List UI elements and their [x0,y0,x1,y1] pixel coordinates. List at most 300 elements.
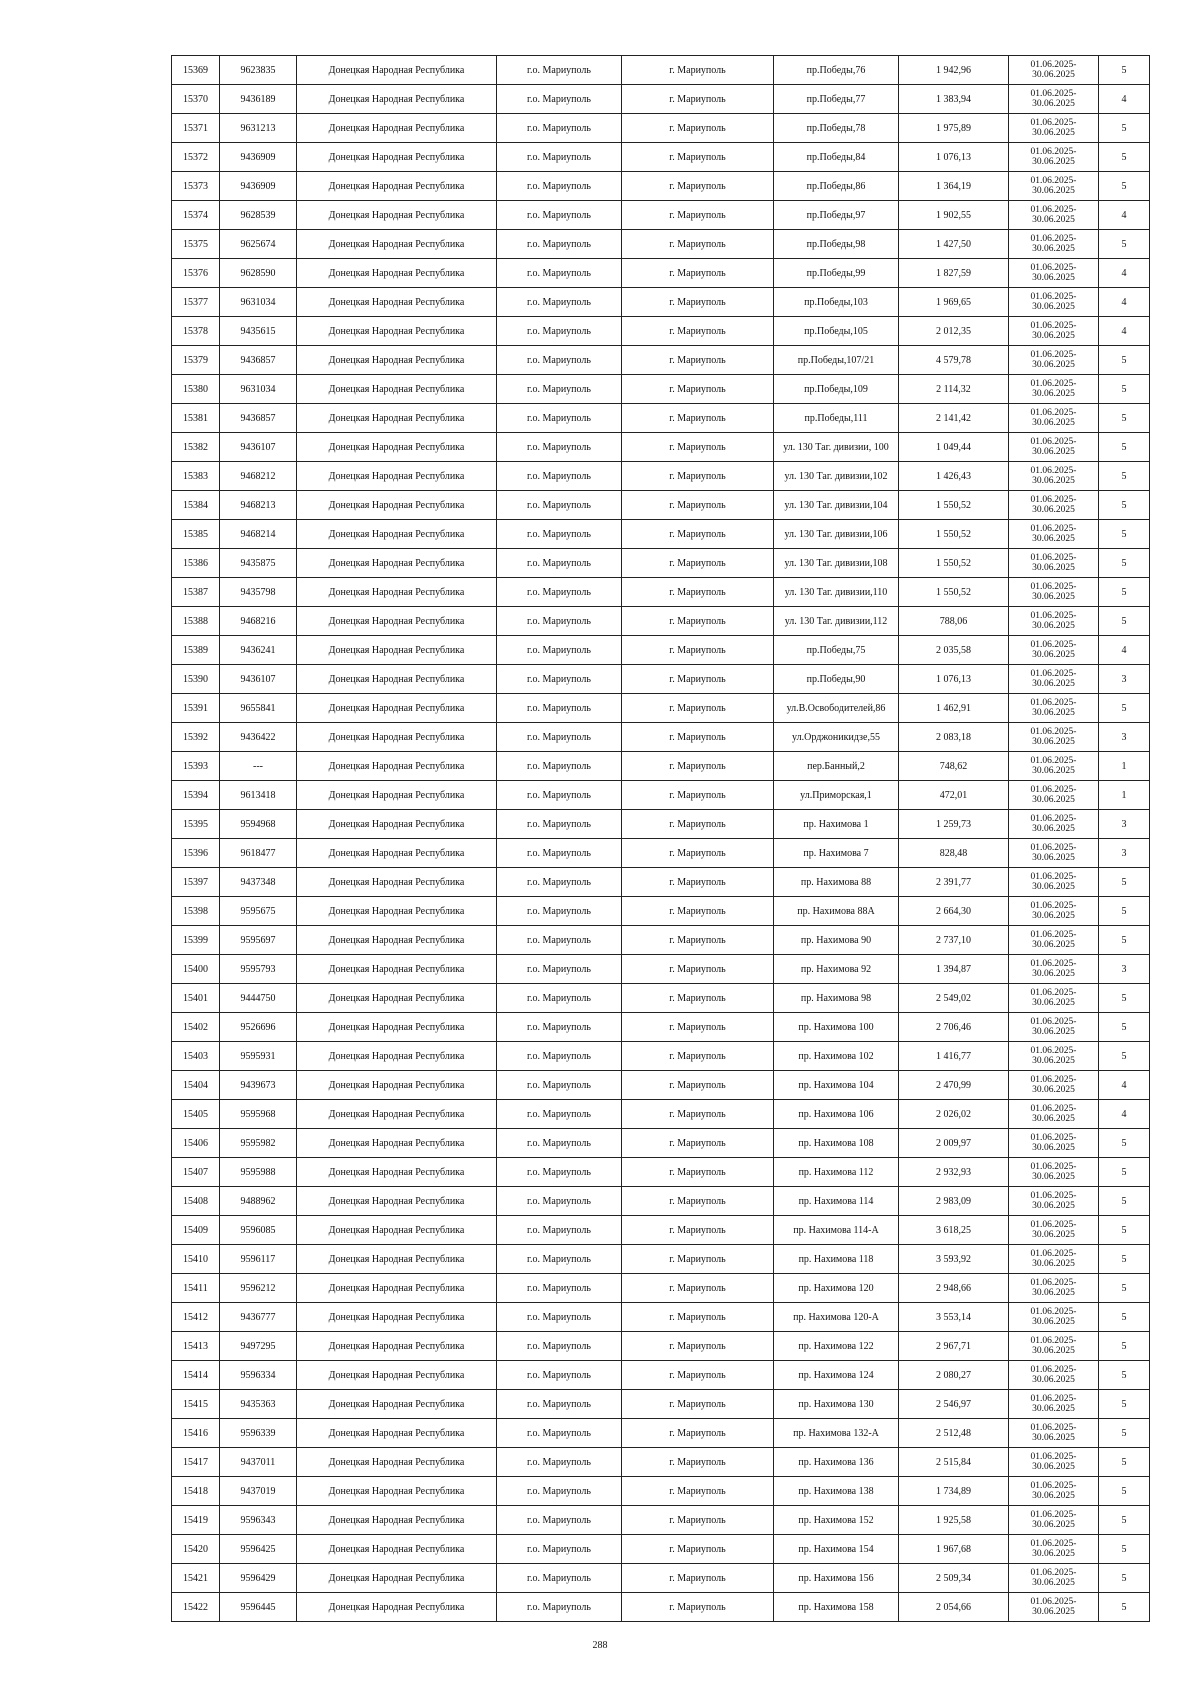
cell-address: ул. 130 Таг. дивизии,102 [774,462,899,491]
cell-row-number: 15371 [172,114,220,143]
table-row [172,1071,1150,1100]
cell-area: 1 364,19 [899,172,1009,201]
table-row [172,1187,1150,1216]
cell-city: г. Мариуполь [622,1419,774,1448]
cell-account-number: 9488962 [220,1187,297,1216]
cell-account-number: 9436107 [220,433,297,462]
cell-account-number: 9444750 [220,984,297,1013]
cell-city: г. Мариуполь [622,1187,774,1216]
cell-address: пер.Банный,2 [774,752,899,781]
cell-region: Донецкая Народная Республика [297,462,497,491]
cell-city: г. Мариуполь [622,578,774,607]
cell-municipal-district: г.о. Мариуполь [497,1477,622,1506]
cell-area: 1 942,96 [899,56,1009,85]
cell-municipal-district: г.о. Мариуполь [497,752,622,781]
table-body [172,56,1150,1622]
table-row [172,723,1150,752]
cell-city: г. Мариуполь [622,375,774,404]
cell-area: 1 975,89 [899,114,1009,143]
cell-city: г. Мариуполь [622,1245,774,1274]
cell-quantity: 5 [1099,230,1150,259]
cell-city: г. Мариуполь [622,462,774,491]
cell-row-number: 15395 [172,810,220,839]
cell-row-number: 15387 [172,578,220,607]
cell-region: Донецкая Народная Республика [297,810,497,839]
cell-quantity: 5 [1099,433,1150,462]
cell-municipal-district: г.о. Мариуполь [497,1390,622,1419]
cell-municipal-district: г.о. Мариуполь [497,404,622,433]
cell-account-number: 9625674 [220,230,297,259]
cell-period: 01.06.2025-30.06.2025 [1009,810,1099,839]
cell-address: пр.Победы,90 [774,665,899,694]
page-number: 288 [592,1640,608,1651]
cell-municipal-district: г.о. Мариуполь [497,694,622,723]
cell-municipal-district: г.о. Мариуполь [497,85,622,114]
cell-city: г. Мариуполь [622,549,774,578]
cell-period: 01.06.2025-30.06.2025 [1009,1303,1099,1332]
cell-period: 01.06.2025-30.06.2025 [1009,288,1099,317]
cell-row-number: 15382 [172,433,220,462]
cell-period: 01.06.2025-30.06.2025 [1009,114,1099,143]
cell-account-number: 9437019 [220,1477,297,1506]
cell-quantity: 5 [1099,578,1150,607]
cell-row-number: 15383 [172,462,220,491]
cell-area: 2 141,42 [899,404,1009,433]
cell-quantity: 5 [1099,346,1150,375]
cell-city: г. Мариуполь [622,259,774,288]
table-row [172,955,1150,984]
cell-quantity: 1 [1099,752,1150,781]
cell-period: 01.06.2025-30.06.2025 [1009,1419,1099,1448]
table-row [172,1593,1150,1622]
cell-region: Донецкая Народная Республика [297,1535,497,1564]
cell-account-number: 9596117 [220,1245,297,1274]
cell-city: г. Мариуполь [622,1042,774,1071]
cell-address: пр. Нахимова 130 [774,1390,899,1419]
table-row [172,259,1150,288]
cell-account-number: 9436909 [220,172,297,201]
cell-account-number: 9436857 [220,346,297,375]
cell-area: 2 706,46 [899,1013,1009,1042]
cell-city: г. Мариуполь [622,317,774,346]
cell-address: ул. 130 Таг. дивизии,106 [774,520,899,549]
cell-period: 01.06.2025-30.06.2025 [1009,897,1099,926]
cell-area: 2 549,02 [899,984,1009,1013]
cell-address: ул.В.Освободителей,86 [774,694,899,723]
cell-period: 01.06.2025-30.06.2025 [1009,607,1099,636]
cell-address: пр. Нахимова 136 [774,1448,899,1477]
table-row [172,230,1150,259]
cell-period: 01.06.2025-30.06.2025 [1009,520,1099,549]
cell-address: пр.Победы,107/21 [774,346,899,375]
cell-account-number: 9631213 [220,114,297,143]
table-row [172,1535,1150,1564]
cell-city: г. Мариуполь [622,1448,774,1477]
cell-row-number: 15380 [172,375,220,404]
cell-quantity: 5 [1099,549,1150,578]
table-row [172,1564,1150,1593]
cell-account-number: 9631034 [220,375,297,404]
cell-municipal-district: г.о. Мариуполь [497,636,622,665]
table-row [172,520,1150,549]
cell-address: пр. Нахимова 154 [774,1535,899,1564]
cell-municipal-district: г.о. Мариуполь [497,1448,622,1477]
cell-address: пр. Нахимова 120 [774,1274,899,1303]
cell-account-number: 9628590 [220,259,297,288]
cell-municipal-district: г.о. Мариуполь [497,1129,622,1158]
cell-quantity: 5 [1099,1593,1150,1622]
cell-region: Донецкая Народная Республика [297,752,497,781]
cell-address: пр.Победы,77 [774,85,899,114]
cell-quantity: 4 [1099,317,1150,346]
cell-region: Донецкая Народная Республика [297,85,497,114]
cell-area: 788,06 [899,607,1009,636]
cell-municipal-district: г.о. Мариуполь [497,1158,622,1187]
cell-area: 2 967,71 [899,1332,1009,1361]
cell-area: 1 734,89 [899,1477,1009,1506]
cell-account-number: 9594968 [220,810,297,839]
cell-period: 01.06.2025-30.06.2025 [1009,1593,1099,1622]
cell-city: г. Мариуполь [622,85,774,114]
cell-region: Донецкая Народная Республика [297,404,497,433]
cell-row-number: 15370 [172,85,220,114]
cell-address: пр. Нахимова 158 [774,1593,899,1622]
cell-area: 1 827,59 [899,259,1009,288]
cell-region: Донецкая Народная Республика [297,636,497,665]
cell-city: г. Мариуполь [622,346,774,375]
table-row [172,1042,1150,1071]
table-row [172,868,1150,897]
cell-municipal-district: г.о. Мариуполь [497,1100,622,1129]
cell-municipal-district: г.о. Мариуполь [497,1071,622,1100]
cell-address: пр. Нахимова 1 [774,810,899,839]
cell-address: ул. 130 Таг. дивизии,112 [774,607,899,636]
table-row [172,839,1150,868]
cell-area: 2 515,84 [899,1448,1009,1477]
cell-area: 2 983,09 [899,1187,1009,1216]
cell-area: 3 553,14 [899,1303,1009,1332]
cell-quantity: 3 [1099,839,1150,868]
cell-period: 01.06.2025-30.06.2025 [1009,143,1099,172]
cell-period: 01.06.2025-30.06.2025 [1009,85,1099,114]
cell-region: Донецкая Народная Республика [297,984,497,1013]
cell-row-number: 15400 [172,955,220,984]
cell-row-number: 15385 [172,520,220,549]
cell-period: 01.06.2025-30.06.2025 [1009,1216,1099,1245]
table-row [172,317,1150,346]
cell-account-number: 9595982 [220,1129,297,1158]
cell-address: пр. Нахимова 100 [774,1013,899,1042]
cell-row-number: 15384 [172,491,220,520]
cell-quantity: 5 [1099,1158,1150,1187]
cell-quantity: 3 [1099,665,1150,694]
cell-area: 472,01 [899,781,1009,810]
cell-row-number: 15419 [172,1506,220,1535]
cell-row-number: 15401 [172,984,220,1013]
table-row [172,1477,1150,1506]
cell-account-number: 9596085 [220,1216,297,1245]
cell-period: 01.06.2025-30.06.2025 [1009,984,1099,1013]
cell-account-number: 9468216 [220,607,297,636]
cell-municipal-district: г.о. Мариуполь [497,114,622,143]
cell-row-number: 15418 [172,1477,220,1506]
cell-quantity: 5 [1099,1506,1150,1535]
cell-account-number: 9595675 [220,897,297,926]
table-row [172,607,1150,636]
table-row [172,1013,1150,1042]
cell-quantity: 5 [1099,1129,1150,1158]
cell-address: пр. Нахимова 120-А [774,1303,899,1332]
cell-period: 01.06.2025-30.06.2025 [1009,375,1099,404]
cell-region: Донецкая Народная Республика [297,1448,497,1477]
cell-quantity: 4 [1099,259,1150,288]
cell-address: пр. Нахимова 124 [774,1361,899,1390]
cell-period: 01.06.2025-30.06.2025 [1009,578,1099,607]
cell-quantity: 5 [1099,520,1150,549]
cell-area: 1 416,77 [899,1042,1009,1071]
cell-quantity: 5 [1099,1303,1150,1332]
cell-region: Донецкая Народная Республика [297,723,497,752]
cell-row-number: 15373 [172,172,220,201]
cell-area: 1 550,52 [899,491,1009,520]
table-row [172,172,1150,201]
cell-row-number: 15394 [172,781,220,810]
cell-period: 01.06.2025-30.06.2025 [1009,56,1099,85]
cell-region: Донецкая Народная Республика [297,694,497,723]
cell-city: г. Мариуполь [622,1564,774,1593]
cell-quantity: 4 [1099,1100,1150,1129]
cell-quantity: 5 [1099,984,1150,1013]
cell-quantity: 5 [1099,926,1150,955]
cell-area: 1 076,13 [899,143,1009,172]
cell-period: 01.06.2025-30.06.2025 [1009,1071,1099,1100]
cell-city: г. Мариуполь [622,1100,774,1129]
table-row [172,1303,1150,1332]
cell-region: Донецкая Народная Республика [297,172,497,201]
cell-city: г. Мариуполь [622,810,774,839]
table-row [172,1158,1150,1187]
cell-region: Донецкая Народная Республика [297,549,497,578]
cell-city: г. Мариуполь [622,665,774,694]
cell-area: 2 035,58 [899,636,1009,665]
cell-area: 1 259,73 [899,810,1009,839]
cell-area: 2 664,30 [899,897,1009,926]
cell-municipal-district: г.о. Мариуполь [497,259,622,288]
cell-municipal-district: г.о. Мариуполь [497,172,622,201]
table-row [172,462,1150,491]
cell-account-number: 9468214 [220,520,297,549]
cell-quantity: 5 [1099,375,1150,404]
cell-municipal-district: г.о. Мариуполь [497,984,622,1013]
cell-city: г. Мариуполь [622,404,774,433]
cell-city: г. Мариуполь [622,1013,774,1042]
cell-address: пр. Нахимова 112 [774,1158,899,1187]
cell-period: 01.06.2025-30.06.2025 [1009,1274,1099,1303]
cell-period: 01.06.2025-30.06.2025 [1009,1129,1099,1158]
cell-account-number: 9595697 [220,926,297,955]
cell-region: Донецкая Народная Республика [297,781,497,810]
cell-account-number: 9595968 [220,1100,297,1129]
cell-address: пр. Нахимова 92 [774,955,899,984]
cell-quantity: 5 [1099,143,1150,172]
cell-period: 01.06.2025-30.06.2025 [1009,1564,1099,1593]
table-row [172,1332,1150,1361]
cell-address: пр. Нахимова 114-А [774,1216,899,1245]
cell-row-number: 15417 [172,1448,220,1477]
cell-area: 2 083,18 [899,723,1009,752]
cell-account-number: 9436189 [220,85,297,114]
cell-address: ул. 130 Таг. дивизии,110 [774,578,899,607]
cell-region: Донецкая Народная Республика [297,230,497,259]
cell-address: пр.Победы,98 [774,230,899,259]
cell-area: 2 948,66 [899,1274,1009,1303]
cell-region: Донецкая Народная Республика [297,288,497,317]
cell-account-number: 9435615 [220,317,297,346]
cell-row-number: 15415 [172,1390,220,1419]
cell-quantity: 5 [1099,607,1150,636]
cell-quantity: 3 [1099,810,1150,839]
cell-region: Донецкая Народная Республика [297,839,497,868]
cell-account-number: 9596343 [220,1506,297,1535]
cell-area: 1 426,43 [899,462,1009,491]
cell-municipal-district: г.о. Мариуполь [497,1564,622,1593]
table-row [172,143,1150,172]
cell-account-number: 9595931 [220,1042,297,1071]
cell-area: 2 512,48 [899,1419,1009,1448]
cell-city: г. Мариуполь [622,1274,774,1303]
cell-quantity: 5 [1099,1042,1150,1071]
cell-region: Донецкая Народная Республика [297,1013,497,1042]
cell-address: пр. Нахимова 132-А [774,1419,899,1448]
cell-municipal-district: г.о. Мариуполь [497,665,622,694]
cell-address: пр. Нахимова 88 [774,868,899,897]
cell-row-number: 15409 [172,1216,220,1245]
cell-row-number: 15412 [172,1303,220,1332]
cell-quantity: 4 [1099,85,1150,114]
cell-row-number: 15420 [172,1535,220,1564]
table-row [172,201,1150,230]
cell-area: 1 462,91 [899,694,1009,723]
cell-address: пр.Победы,105 [774,317,899,346]
cell-city: г. Мариуполь [622,491,774,520]
cell-address: пр.Победы,97 [774,201,899,230]
cell-municipal-district: г.о. Мариуполь [497,926,622,955]
cell-row-number: 15388 [172,607,220,636]
cell-region: Донецкая Народная Республика [297,926,497,955]
cell-period: 01.06.2025-30.06.2025 [1009,462,1099,491]
cell-address: пр. Нахимова 98 [774,984,899,1013]
cell-period: 01.06.2025-30.06.2025 [1009,201,1099,230]
cell-address: пр.Победы,86 [774,172,899,201]
cell-municipal-district: г.о. Мариуполь [497,433,622,462]
cell-period: 01.06.2025-30.06.2025 [1009,694,1099,723]
table-row [172,694,1150,723]
cell-city: г. Мариуполь [622,897,774,926]
cell-row-number: 15390 [172,665,220,694]
cell-address: пр.Победы,111 [774,404,899,433]
cell-address: пр. Нахимова 118 [774,1245,899,1274]
cell-area: 4 579,78 [899,346,1009,375]
cell-region: Донецкая Народная Республика [297,1187,497,1216]
cell-municipal-district: г.о. Мариуполь [497,288,622,317]
cell-quantity: 3 [1099,955,1150,984]
cell-account-number: 9618477 [220,839,297,868]
cell-region: Донецкая Народная Республика [297,491,497,520]
cell-quantity: 5 [1099,114,1150,143]
cell-city: г. Мариуполь [622,839,774,868]
cell-region: Донецкая Народная Республика [297,868,497,897]
cell-area: 828,48 [899,839,1009,868]
cell-quantity: 5 [1099,1535,1150,1564]
cell-area: 2 470,99 [899,1071,1009,1100]
cell-city: г. Мариуполь [622,520,774,549]
cell-area: 2 391,77 [899,868,1009,897]
cell-municipal-district: г.о. Мариуполь [497,143,622,172]
cell-quantity: 5 [1099,1477,1150,1506]
cell-period: 01.06.2025-30.06.2025 [1009,317,1099,346]
cell-area: 2 026,02 [899,1100,1009,1129]
cell-row-number: 15386 [172,549,220,578]
cell-period: 01.06.2025-30.06.2025 [1009,346,1099,375]
cell-region: Донецкая Народная Республика [297,897,497,926]
cell-quantity: 5 [1099,1187,1150,1216]
cell-region: Донецкая Народная Республика [297,433,497,462]
cell-region: Донецкая Народная Республика [297,1477,497,1506]
cell-city: г. Мариуполь [622,984,774,1013]
cell-quantity: 5 [1099,1564,1150,1593]
cell-row-number: 15389 [172,636,220,665]
cell-region: Донецкая Народная Республика [297,1216,497,1245]
cell-quantity: 4 [1099,201,1150,230]
cell-municipal-district: г.о. Мариуполь [497,839,622,868]
table-row [172,781,1150,810]
cell-quantity: 1 [1099,781,1150,810]
cell-account-number: 9596339 [220,1419,297,1448]
cell-city: г. Мариуполь [622,636,774,665]
cell-address: пр.Победы,99 [774,259,899,288]
table-row [172,665,1150,694]
table-row [172,404,1150,433]
cell-municipal-district: г.о. Мариуполь [497,1419,622,1448]
table-row [172,984,1150,1013]
cell-municipal-district: г.о. Мариуполь [497,1535,622,1564]
cell-row-number: 15421 [172,1564,220,1593]
cell-municipal-district: г.о. Мариуполь [497,868,622,897]
cell-area: 3 593,92 [899,1245,1009,1274]
table-row [172,288,1150,317]
cell-period: 01.06.2025-30.06.2025 [1009,1448,1099,1477]
cell-period: 01.06.2025-30.06.2025 [1009,868,1099,897]
cell-account-number: 9595793 [220,955,297,984]
cell-municipal-district: г.о. Мариуполь [497,1332,622,1361]
cell-region: Донецкая Народная Республика [297,520,497,549]
cell-period: 01.06.2025-30.06.2025 [1009,1187,1099,1216]
cell-period: 01.06.2025-30.06.2025 [1009,549,1099,578]
cell-area: 1 967,68 [899,1535,1009,1564]
cell-row-number: 15392 [172,723,220,752]
cell-municipal-district: г.о. Мариуполь [497,1216,622,1245]
cell-row-number: 15408 [172,1187,220,1216]
cell-row-number: 15410 [172,1245,220,1274]
cell-address: пр. Нахимова 106 [774,1100,899,1129]
cell-period: 01.06.2025-30.06.2025 [1009,1477,1099,1506]
cell-municipal-district: г.о. Мариуполь [497,1187,622,1216]
cell-address: пр. Нахимова 102 [774,1042,899,1071]
cell-area: 2 080,27 [899,1361,1009,1390]
cell-area: 1 394,87 [899,955,1009,984]
cell-city: г. Мариуполь [622,230,774,259]
table-row [172,1216,1150,1245]
